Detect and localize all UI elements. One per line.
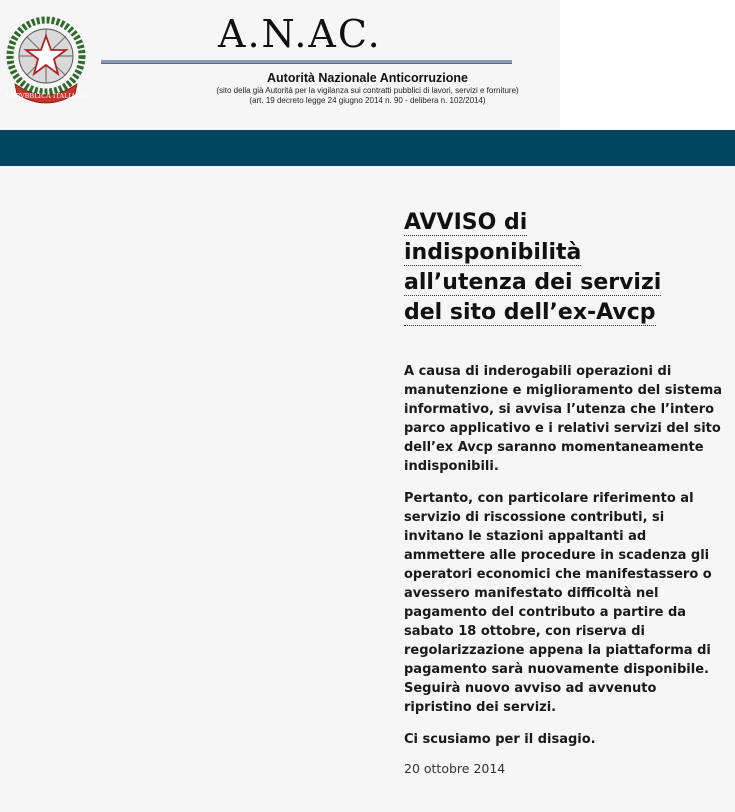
authority-subtitle: (sito della già Autorità per la vigilanza sui contratti pubblici di lavori, servizi e forniture) [216, 86, 519, 95]
navigation-bar [0, 130, 735, 166]
notice-paragraph: A causa di inderogabili operazioni di manutenzione e miglioramento del sistema informativo, si avvisa l’utenza che l’intero parco applicativo e i relativi servizi del sito dell’ex Avcp saranno momentaneamente indisponibili. [404, 364, 723, 474]
notice-content [404, 208, 726, 776]
authority-name: Autorità Nazionale Anticorruzione [267, 71, 468, 85]
notice-title-line: indisponibilità [404, 240, 582, 265]
site-header [0, 0, 735, 130]
notice-date: 20 ottobre 2014 [404, 761, 506, 776]
notice-title-line: AVVISO di [404, 210, 528, 235]
header-right-panel [560, 0, 735, 130]
notice-title-line: all’utenza dei servizi [404, 270, 662, 295]
notice-closing: Ci scusiamo per il disagio. [404, 732, 596, 747]
authority-legal-reference: (art. 19 decreto legge 24 giugno 2014 n. 90 - delibera n. 102/2014) [249, 96, 486, 105]
logo-title: A.N.AC. [218, 12, 382, 56]
notice-paragraph: Pertanto, con particolare riferimento al servizio di riscossione contributi, si invitano le stazioni appaltanti ad ammettere alle procedure in scadenza gli operatori economici che manifestassero o avessero manifestato difficoltà nel pagamento del contributo a partire da sabato 18 ottobre, con riserva di regolarizzazione appena la piattaforma di pagamento sarà nuovamente disponibile. Seguirà nuovo avviso ad avvenuto ripristino dei servizi. [404, 491, 712, 715]
notice-title [404, 208, 726, 328]
svg-text:REPVBBLICA ITALIANA: REPVBBLICA ITALIANA [5, 92, 87, 100]
notice-title-line: del sito dell’ex-Avcp [404, 300, 656, 325]
logo-divider [101, 60, 512, 64]
